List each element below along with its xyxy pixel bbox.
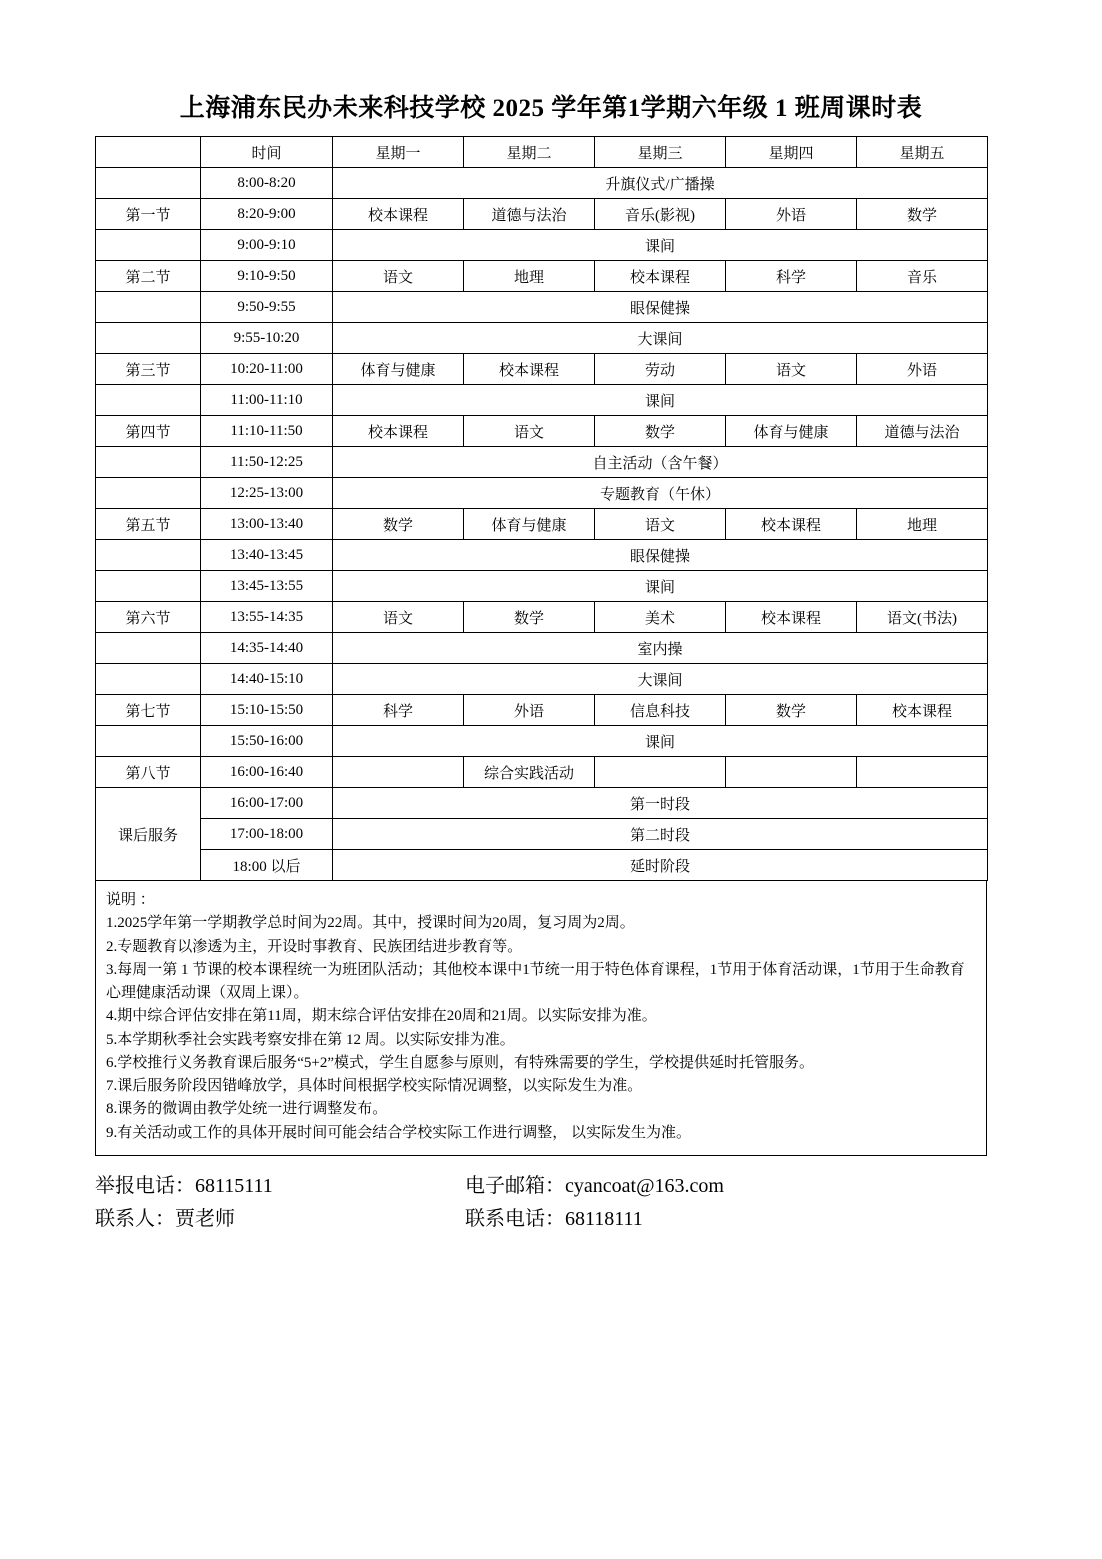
subject-cell: 数学: [857, 199, 988, 230]
header-day-2: 星期一: [333, 137, 464, 168]
subject-cell: 语文(书法): [857, 602, 988, 633]
subject-cell: 体育与健康: [333, 354, 464, 385]
period-label: 第七节: [96, 695, 201, 726]
time-slot: 15:10-15:50: [201, 695, 333, 726]
subject-cell: 地理: [464, 261, 595, 292]
subject-cell: 劳动: [595, 354, 726, 385]
time-slot: 9:55-10:20: [201, 323, 333, 354]
table-row: [96, 385, 988, 416]
period-label: [96, 540, 201, 571]
subject-cell: 信息科技: [595, 695, 726, 726]
activity-span: 眼保健操: [333, 292, 988, 323]
table-row: [96, 664, 988, 695]
period-label: [96, 168, 201, 199]
subject-cell: 数学: [464, 602, 595, 633]
period-label: [96, 571, 201, 602]
time-slot: 17:00-18:00: [201, 819, 333, 850]
note-line: 1.2025学年第一学期教学总时间为22周。其中，授课时间为20周，复习周为2周。: [106, 915, 635, 932]
report-phone: 举报电话：68115111: [95, 1174, 273, 1197]
period-label: 第六节: [96, 602, 201, 633]
activity-span: 第一时段: [333, 788, 988, 819]
subject-cell: 道德与法治: [464, 199, 595, 230]
subject-cell: 综合实践活动: [464, 757, 595, 788]
note-line: 6.学校推行义务教育课后服务“5+2”模式，学生自愿参与原则，有特殊需要的学生，学校提供延时托管服务。: [106, 1054, 815, 1071]
time-slot: 9:50-9:55: [201, 292, 333, 323]
time-slot: 11:50-12:25: [201, 447, 333, 478]
subject-cell: 科学: [726, 261, 857, 292]
period-label: 第一节: [96, 199, 201, 230]
table-row: [96, 571, 988, 602]
contact-block: [95, 1170, 987, 1236]
subject-cell: 音乐: [857, 261, 988, 292]
time-slot: 8:20-9:00: [201, 199, 333, 230]
subject-cell: 音乐(影视): [595, 199, 726, 230]
activity-span: 升旗仪式/广播操: [333, 168, 988, 199]
table-row: [96, 726, 988, 757]
table-row: [96, 509, 988, 540]
activity-span: 专题教育（午休）: [333, 478, 988, 509]
subject-cell: 校本课程: [464, 354, 595, 385]
activity-span: 第二时段: [333, 819, 988, 850]
table-row: [96, 168, 988, 199]
note-line: 2.专题教育以渗透为主，开设时事教育、民族团结进步教育等。: [106, 938, 523, 955]
table-row: [96, 354, 988, 385]
period-label: [96, 385, 201, 416]
page-title: 上海浦东民办未来科技学校 2025 学年第1学期六年级 1 班周课时表: [179, 95, 923, 122]
subject-cell: 校本课程: [333, 416, 464, 447]
contact-person: 联系人：贾老师: [95, 1207, 235, 1230]
time-slot: 9:10-9:50: [201, 261, 333, 292]
subject-cell: 体育与健康: [726, 416, 857, 447]
table-row: [96, 788, 988, 819]
time-slot: 14:40-15:10: [201, 664, 333, 695]
period-label: [96, 323, 201, 354]
period-label: [96, 478, 201, 509]
period-label: [96, 230, 201, 261]
subject-cell: 外语: [464, 695, 595, 726]
activity-span: 课间: [333, 385, 988, 416]
subject-cell: [857, 757, 988, 788]
subject-cell: [333, 757, 464, 788]
period-label: 第二节: [96, 261, 201, 292]
activity-span: 大课间: [333, 323, 988, 354]
activity-span: 课间: [333, 726, 988, 757]
note-line: 8.课务的微调由教学处统一进行调整发布。: [106, 1101, 388, 1118]
activity-span: 眼保健操: [333, 540, 988, 571]
subject-cell: 外语: [857, 354, 988, 385]
table-row: [96, 695, 988, 726]
time-slot: 11:10-11:50: [201, 416, 333, 447]
header-time: 时间: [201, 137, 333, 168]
time-slot: 15:50-16:00: [201, 726, 333, 757]
table-row: [96, 261, 988, 292]
subject-cell: 语文: [726, 354, 857, 385]
time-slot: 16:00-16:40: [201, 757, 333, 788]
table-row: [96, 292, 988, 323]
header-day-6: 星期五: [857, 137, 988, 168]
table-row: [96, 447, 988, 478]
note-line: 5.本学期秋季社会实践考察安排在第 12 周。以实际安排为准。: [106, 1031, 515, 1048]
period-label: [96, 447, 201, 478]
table-row: [96, 416, 988, 447]
time-slot: 12:25-13:00: [201, 478, 333, 509]
period-label: 课后服务: [96, 788, 201, 881]
period-label: 第三节: [96, 354, 201, 385]
table-row: [96, 819, 988, 850]
table-row: [96, 633, 988, 664]
time-slot: 13:00-13:40: [201, 509, 333, 540]
period-label: [96, 664, 201, 695]
period-label: [96, 633, 201, 664]
time-slot: 8:00-8:20: [201, 168, 333, 199]
time-slot: 13:45-13:55: [201, 571, 333, 602]
activity-span: 自主活动（含午餐）: [333, 447, 988, 478]
subject-cell: 体育与健康: [464, 509, 595, 540]
subject-cell: 校本课程: [857, 695, 988, 726]
header-period: [96, 137, 201, 168]
notes-box: [95, 881, 987, 1156]
subject-cell: 数学: [726, 695, 857, 726]
subject-cell: 语文: [595, 509, 726, 540]
time-slot: 13:55-14:35: [201, 602, 333, 633]
activity-span: 延时阶段: [333, 850, 988, 881]
table-row: [96, 540, 988, 571]
table-header-row: [96, 137, 988, 168]
table-row: [96, 323, 988, 354]
header-day-3: 星期二: [464, 137, 595, 168]
contact-phone: 联系电话：68118111: [465, 1207, 643, 1230]
subject-cell: 美术: [595, 602, 726, 633]
subject-cell: 校本课程: [726, 509, 857, 540]
time-slot: 14:35-14:40: [201, 633, 333, 664]
subject-cell: 校本课程: [595, 261, 726, 292]
note-line: 9.有关活动或工作的具体开展时间可能会结合学校实际工作进行调整， 以实际发生为准。: [106, 1124, 692, 1141]
note-line: 3.每周一第 1 节课的校本课程统一为班团队活动；其他校本课中1节统一用于特色体育课程，1节用于体育活动课，1节用于生命教育心理健康活动课（双周上课）。: [106, 961, 965, 1001]
subject-cell: 科学: [333, 695, 464, 726]
subject-cell: 校本课程: [726, 602, 857, 633]
activity-span: 室内操: [333, 633, 988, 664]
notes-heading: 说明 ：: [106, 892, 155, 908]
subject-cell: 道德与法治: [857, 416, 988, 447]
time-slot: 18:00 以后: [201, 850, 333, 881]
subject-cell: 语文: [333, 602, 464, 633]
time-slot: 13:40-13:45: [201, 540, 333, 571]
subject-cell: 语文: [333, 261, 464, 292]
period-label: [96, 726, 201, 757]
note-line: 7.课后服务阶段因错峰放学，具体时间根据学校实际情况调整，以实际发生为准。: [106, 1078, 643, 1094]
activity-span: 课间: [333, 230, 988, 261]
email-address: 电子邮箱：cyancoat@163.com: [465, 1174, 724, 1197]
time-slot: 11:00-11:10: [201, 385, 333, 416]
subject-cell: 语文: [464, 416, 595, 447]
activity-span: 大课间: [333, 664, 988, 695]
header-day-5: 星期四: [726, 137, 857, 168]
subject-cell: 数学: [595, 416, 726, 447]
activity-span: 课间: [333, 571, 988, 602]
table-row: [96, 850, 988, 881]
table-row: [96, 230, 988, 261]
time-slot: 9:00-9:10: [201, 230, 333, 261]
time-slot: 10:20-11:00: [201, 354, 333, 385]
period-label: 第五节: [96, 509, 201, 540]
period-label: 第四节: [96, 416, 201, 447]
header-day-4: 星期三: [595, 137, 726, 168]
period-label: [96, 292, 201, 323]
table-row: [96, 199, 988, 230]
subject-cell: 外语: [726, 199, 857, 230]
table-row: [96, 478, 988, 509]
time-slot: 16:00-17:00: [201, 788, 333, 819]
subject-cell: [595, 757, 726, 788]
note-line: 4.期中综合评估安排在第11周，期末综合评估安排在20周和21周。以实际安排为准。: [106, 1008, 657, 1025]
schedule-table: [95, 136, 988, 881]
period-label: 第八节: [96, 757, 201, 788]
subject-cell: 数学: [333, 509, 464, 540]
subject-cell: 校本课程: [333, 199, 464, 230]
subject-cell: 地理: [857, 509, 988, 540]
subject-cell: [726, 757, 857, 788]
table-row: [96, 602, 988, 633]
table-row: [96, 757, 988, 788]
